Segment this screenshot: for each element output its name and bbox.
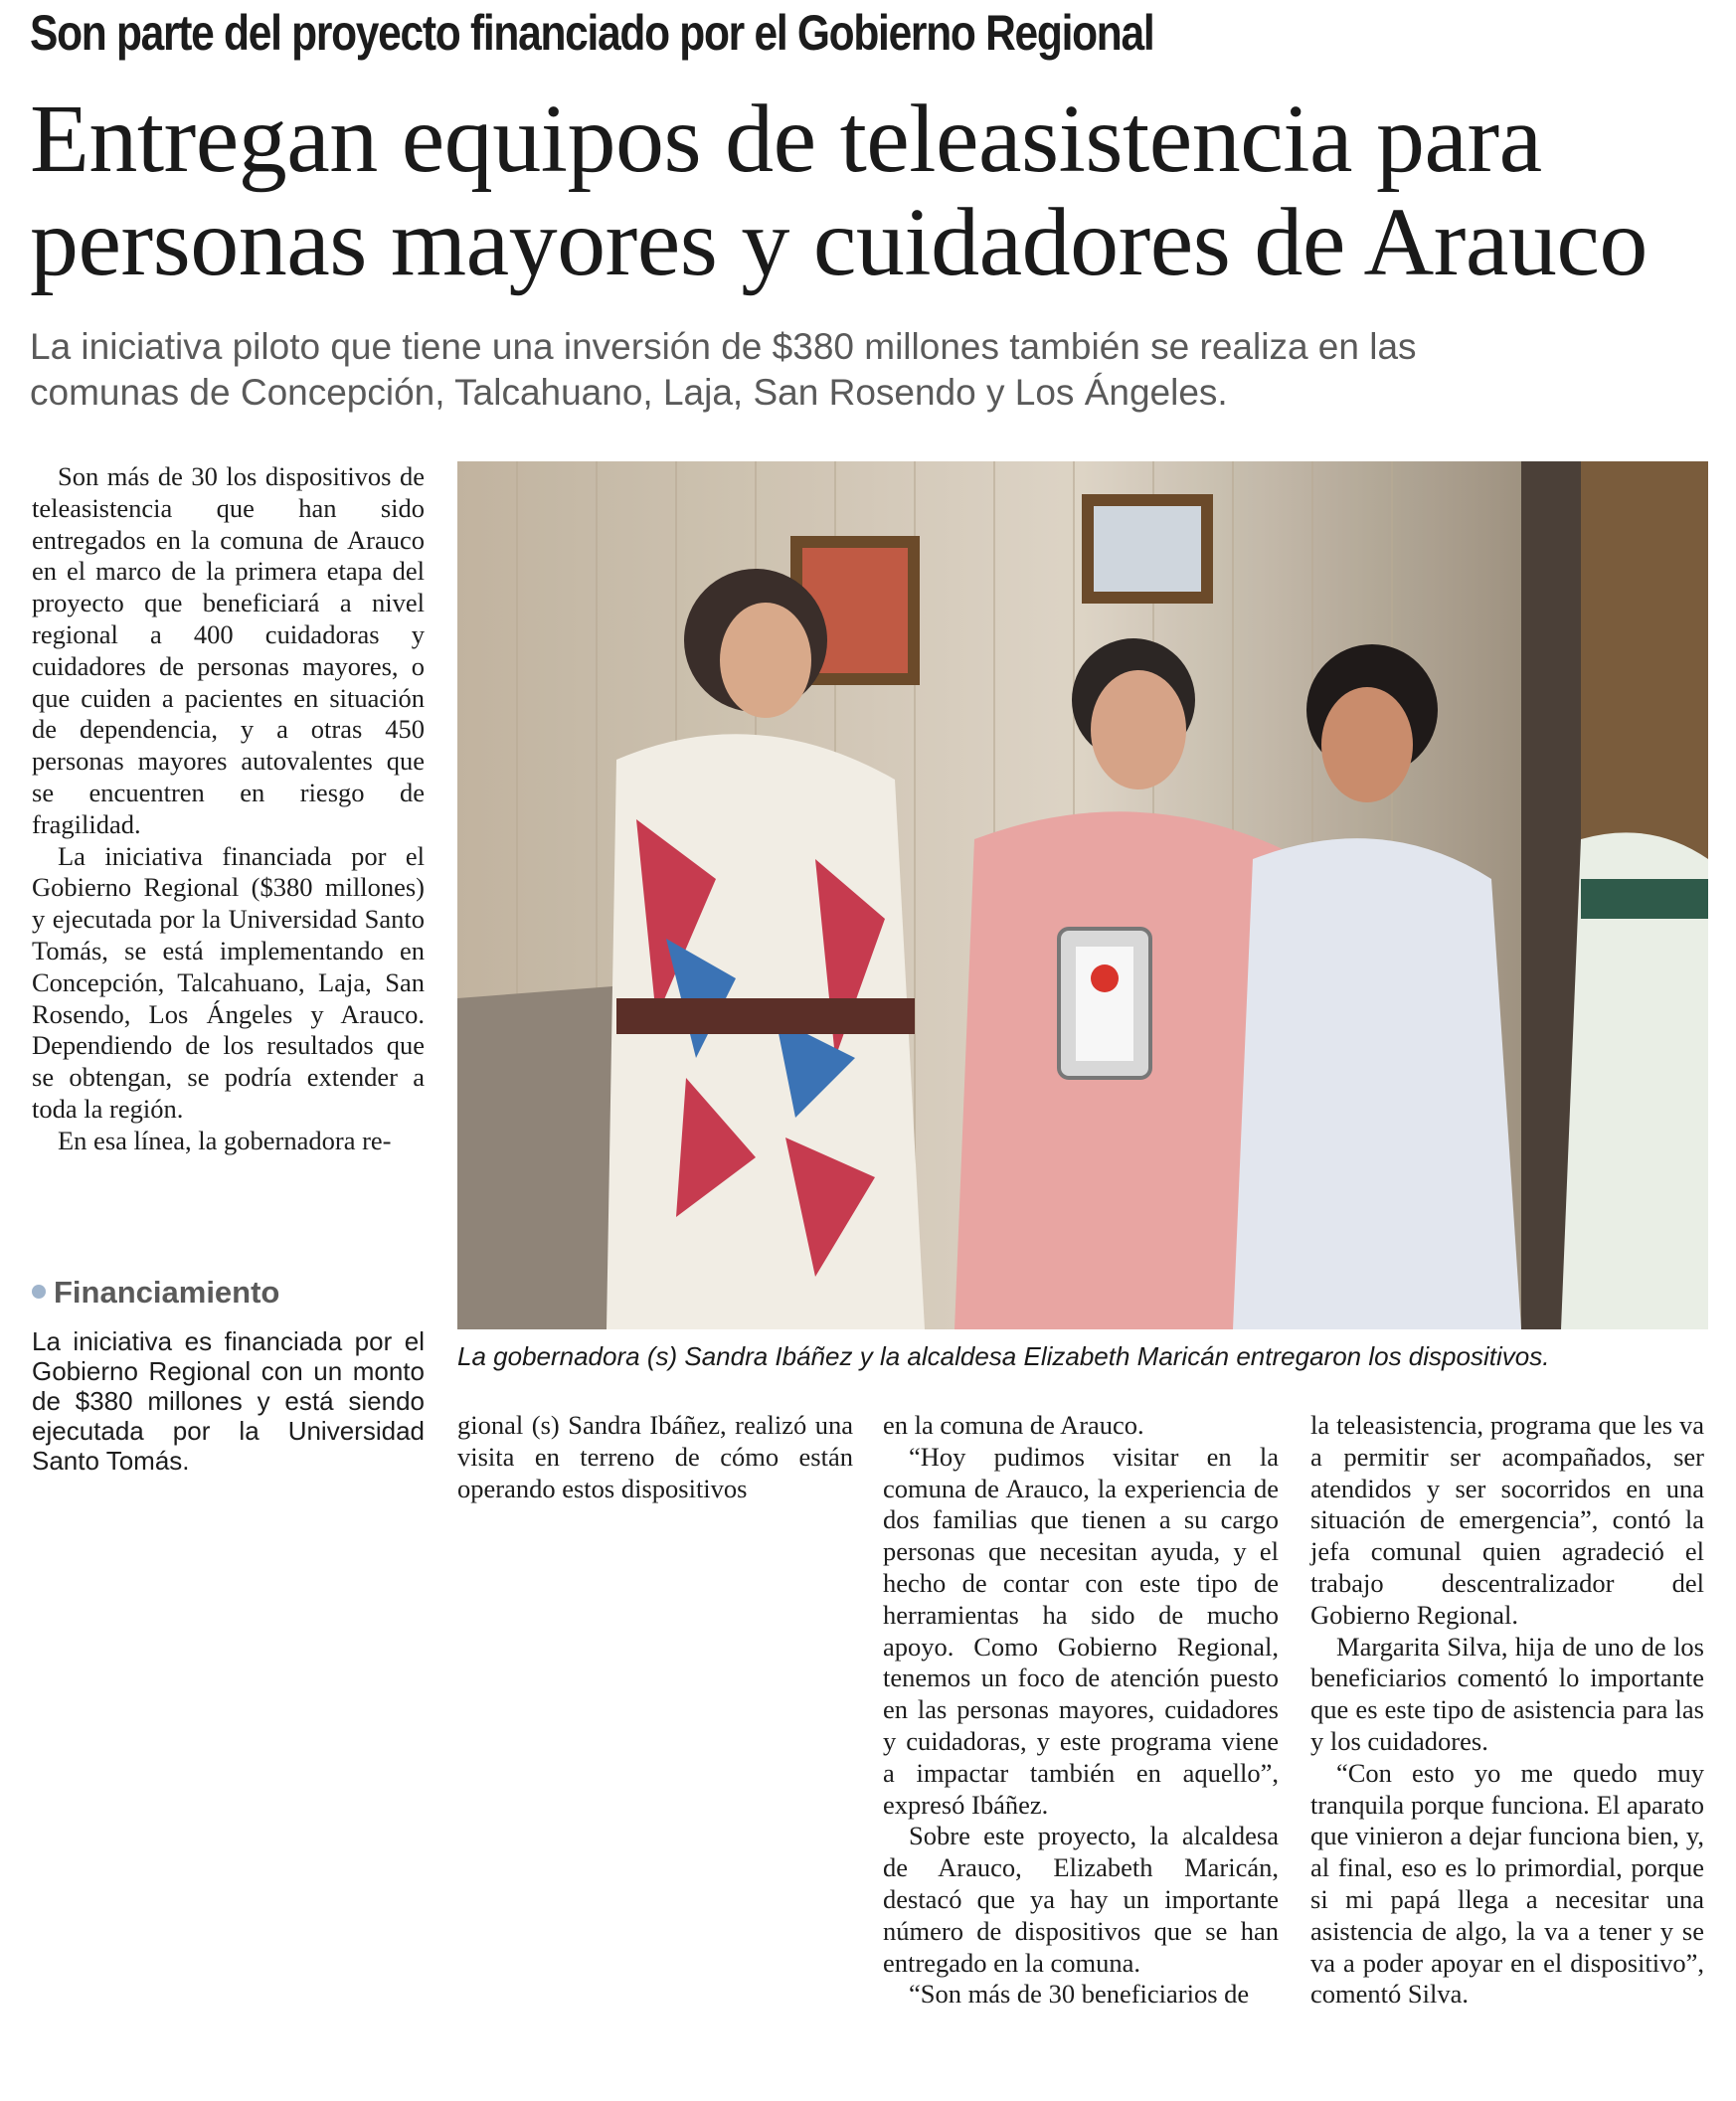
paragraph: en la comuna de Arauco.	[883, 1410, 1144, 1440]
paragraph: Margarita Silva, hija de uno de los beneficiarios comentó lo importante que es este tipo de asistencia para las y los cuidadores.	[1310, 1631, 1704, 1756]
article-photo	[457, 461, 1708, 1329]
paragraph: “Son más de 30 beneficiarios de	[909, 1979, 1250, 2010]
subheadline-line-1: La iniciativa piloto que tiene una inversión de $380 millones también se realiza en las	[30, 326, 1417, 367]
paragraph: La iniciativa financiada por el Gobierno Regional ($380 millones) y ejecutada por la Universidad Santo Tomás, se está implementando en Concepción, Talcahuano, Laja, San Rosendo, Los Ángeles y Arauco. Dependiendo de los resultados que se obtengan, se podría extender a toda la región.	[32, 840, 425, 1124]
paragraph: “Con esto yo me quedo muy tranquila porque funciona. El aparato que vinieron a dejar funciona bien, y, al final, eso es lo primordial, porque si mi papá llega a necesitar una asistencia de algo, la va a tener y se va a poder apoyar en el dispositivo”, comentó Silva.	[1310, 1757, 1704, 2010]
body-column-2	[457, 1410, 853, 1504]
headline-line-2: personas mayores y cuidadores de Arauco	[30, 189, 1648, 296]
sidebar-heading	[32, 1275, 279, 1311]
paragraph: Sobre este proyecto, la alcaldesa de Arauco, Elizabeth Maricán, destacó que ya hay un importante número de dispositivos que se han entregado en la comuna.	[883, 1821, 1279, 1978]
photo-illustration	[457, 461, 1708, 1329]
sidebar-heading-label: Financiamiento	[54, 1275, 280, 1310]
body-column-1	[32, 461, 425, 1157]
body-column-3	[883, 1410, 1279, 2011]
headline	[30, 88, 1720, 294]
subheadline	[30, 324, 1680, 416]
paragraph: “Hoy pudimos visitar en la comuna de Arauco, la experiencia de dos familias que tienen a su cargo personas que necesitan ayuda, y el hecho de contar con este tipo de herramientas ha sido de mucho apoyo. Como Gobierno Regional, tenemos un foco de atención puesto en las personas mayores, cuidadores y cuidadoras, y este programa viene a impactar también en aquello”, expresó Ibáñez.	[883, 1441, 1279, 1820]
paragraph: Son más de 30 los dispositivos de teleasistencia que han sido entregados en la comuna de Arauco en el marco de la primera etapa del proyecto que beneficiará a nivel regional a 400 cuidadoras y cuidadores de personas mayores, o que cuiden a pacientes en situación de dependencia, y a otras 450 personas mayores autovalentes que se encuentren en riesgo de fragilidad.	[32, 461, 425, 839]
subheadline-line-2: comunas de Concepción, Talcahuano, Laja, San Rosendo y Los Ángeles.	[30, 372, 1228, 413]
paragraph: la teleasistencia, programa que les va a permitir ser acompañados, ser atendidos y ser socorridos en una situación de emergencia”, contó la jefa comunal quien agradeció el trabajo descentralizador del Gobierno Regional.	[1310, 1410, 1704, 1630]
headline-line-1: Entregan equipos de teleasistencia para	[30, 86, 1542, 193]
kicker: Son parte del proyecto financiado por el Gobierno Regional	[30, 5, 1154, 61]
sidebar-body: La iniciativa es financiada por el Gobierno Regional con un monto de $380 millones y está siendo ejecutada por la Universidad Santo Tomás.	[32, 1326, 425, 1476]
photo-caption: La gobernadora (s) Sandra Ibáñez y la alcaldesa Elizabeth Maricán entregaron los dispositivos.	[457, 1341, 1550, 1371]
paragraph: gional (s) Sandra Ibáñez, realizó una visita en terreno de cómo están operando estos dispositivos	[457, 1410, 853, 1503]
body-column-4	[1310, 1410, 1704, 2011]
paragraph: En esa línea, la gobernadora re-	[58, 1125, 392, 1155]
bullet-dot-icon	[32, 1285, 46, 1299]
